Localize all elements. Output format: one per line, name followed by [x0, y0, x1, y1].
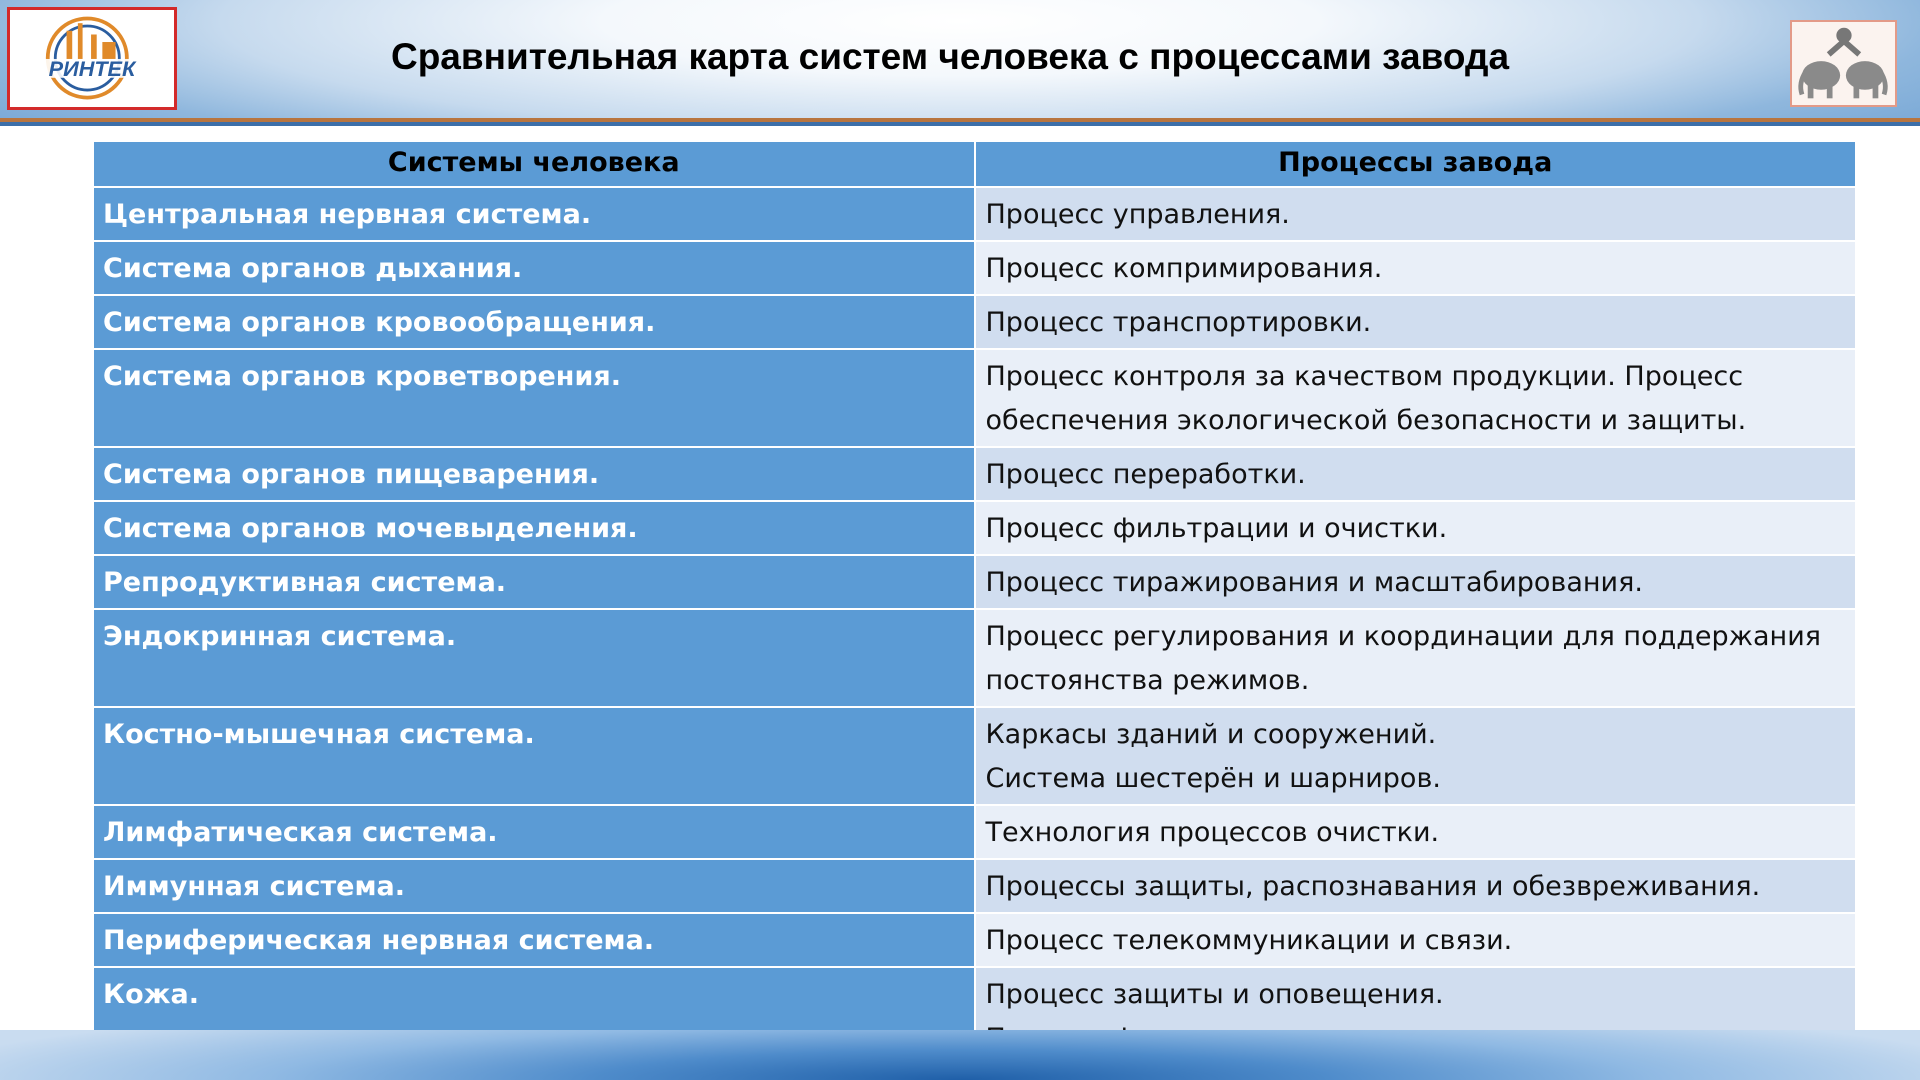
comparison-table	[92, 140, 1857, 1066]
header-factory-processes: Процессы завода	[975, 141, 1857, 187]
process-text: Процесс управления.	[985, 199, 1290, 230]
process-text: Процесс тиражирования и масштабирования.	[985, 567, 1643, 598]
svg-text:РИНТЕК: РИНТЕК	[48, 55, 136, 81]
human-system-cell: Лимфатическая система.	[93, 805, 975, 859]
table-row	[93, 349, 1856, 447]
factory-process-cell	[975, 349, 1857, 447]
human-system-cell: Центральная нервная система.	[93, 187, 975, 241]
human-system-cell: Кожа.	[93, 967, 975, 1065]
table-row	[93, 913, 1856, 967]
process-text: Процесс регулирования и координации для поддержания постоянства режимов.	[985, 621, 1821, 696]
process-text: Процесс защиты и оповещения.	[985, 979, 1444, 1010]
human-system-cell: Система органов кровообращения.	[93, 295, 975, 349]
human-system-cell: Система органов пищеварения.	[93, 447, 975, 501]
table-row	[93, 555, 1856, 609]
table-row	[93, 241, 1856, 295]
process-text: Процесс переработки.	[985, 459, 1306, 490]
human-system-cell: Система органов кроветворения.	[93, 349, 975, 447]
elephants-icon	[1792, 22, 1895, 105]
table-row	[93, 295, 1856, 349]
process-text: Технология процессов очистки.	[985, 817, 1440, 848]
process-text: Процесс фильтрации и очистки.	[985, 513, 1448, 544]
table-row	[93, 707, 1856, 805]
human-system-cell: Репродуктивная система.	[93, 555, 975, 609]
header-divider-blue	[0, 122, 1920, 126]
process-text: Процессы защиты, распознавания и обезвреживания.	[985, 871, 1761, 902]
factory-process-cell	[975, 295, 1857, 349]
rintek-logo	[7, 7, 177, 110]
factory-process-cell	[975, 707, 1857, 805]
footer-band	[0, 1030, 1920, 1080]
table-row	[93, 859, 1856, 913]
factory-process-cell	[975, 447, 1857, 501]
factory-process-cell	[975, 913, 1857, 967]
table-row	[93, 609, 1856, 707]
table-row	[93, 187, 1856, 241]
human-system-cell: Система органов дыхания.	[93, 241, 975, 295]
table-row	[93, 447, 1856, 501]
table-header-row	[93, 141, 1856, 187]
page-title: Сравнительная карта систем человека с процессами завода	[390, 36, 1510, 77]
elephants-logo	[1790, 20, 1897, 107]
factory-process-cell	[975, 555, 1857, 609]
table-row	[93, 501, 1856, 555]
process-text: Процесс компримирования.	[985, 253, 1383, 284]
human-system-cell: Периферическая нервная система.	[93, 913, 975, 967]
process-text: Система шестерён и шарниров.	[985, 763, 1441, 794]
factory-process-cell	[975, 501, 1857, 555]
rintek-logo-icon	[10, 10, 174, 107]
human-system-cell: Иммунная система.	[93, 859, 975, 913]
process-text: Каркасы зданий и сооружений.	[985, 719, 1437, 750]
factory-process-cell	[975, 609, 1857, 707]
factory-process-cell	[975, 241, 1857, 295]
process-text: Процесс контроля за качеством продукции. Процесс обеспечения экологической безопасности и защиты.	[985, 361, 1747, 436]
table-body	[93, 187, 1856, 1065]
header-human-systems: Системы человека	[93, 141, 975, 187]
process-text: Процесс транспортировки.	[985, 307, 1372, 338]
factory-process-cell	[975, 805, 1857, 859]
factory-process-cell	[975, 187, 1857, 241]
human-system-cell: Эндокринная система.	[93, 609, 975, 707]
human-system-cell: Костно-мышечная система.	[93, 707, 975, 805]
human-system-cell: Система органов мочевыделения.	[93, 501, 975, 555]
factory-process-cell	[975, 859, 1857, 913]
table-row	[93, 805, 1856, 859]
process-text: Процесс телекоммуникации и связи.	[985, 925, 1513, 956]
